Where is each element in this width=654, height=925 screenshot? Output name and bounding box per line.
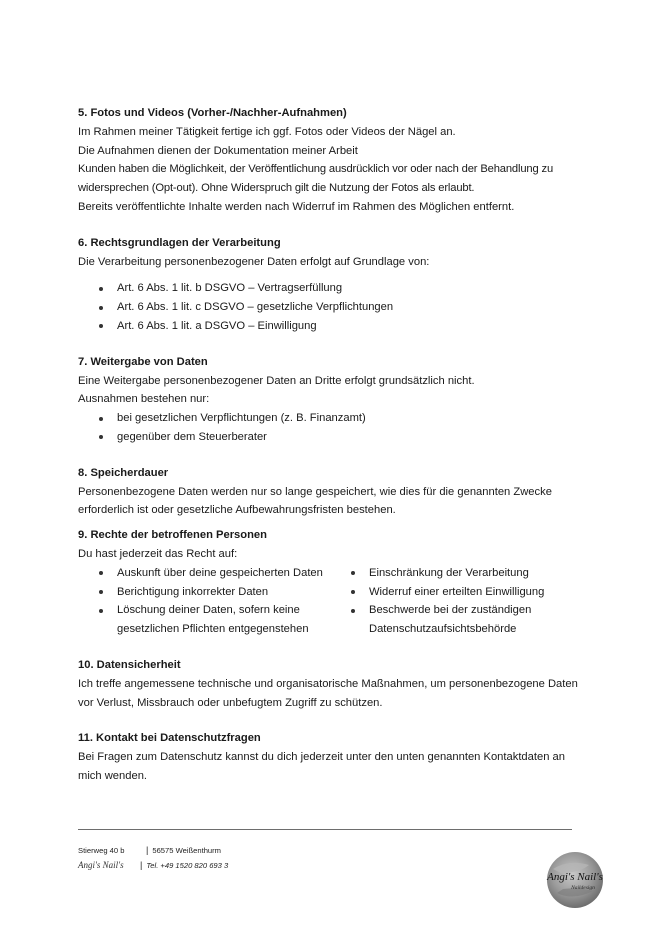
list-item: gegenüber dem Steuerberater: [99, 428, 583, 447]
paragraph: Die Aufnahmen dienen der Dokumentation meiner Arbeit: [78, 144, 358, 157]
list-item: Art. 6 Abs. 1 lit. c DSGVO – gesetzliche Verpflichtungen: [99, 298, 583, 317]
footer-divider: [78, 829, 572, 830]
section-heading: 5. Fotos und Videos (Vorher-/Nachher-Aufnahmen): [78, 107, 347, 119]
list-item: Beschwerde bei der zuständigen Datenschutzaufsichtsbehörde: [351, 601, 559, 639]
paragraph: Personenbezogene Daten werden nur so lange gespeichert, wie dies für die genannten Zwecke erforderlich ist oder gesetzliche Aufbewahrungsfristen bestehen.: [78, 485, 552, 517]
list-item: Einschränkung der Verarbeitung: [351, 564, 559, 583]
bullet-list: [78, 279, 583, 335]
footer-brand-signature: Angi's Nail's: [78, 860, 124, 870]
paragraph: Im Rahmen meiner Tätigkeit fertige ich ggf. Fotos oder Videos der Nägel an.: [78, 125, 456, 138]
paragraph: Bereits veröffentlichte Inhalte werden nach Widerruf im Rahmen des Möglichen entfernt.: [78, 200, 515, 213]
list-item: Art. 6 Abs. 1 lit. b DSGVO – Vertragserfüllung: [99, 279, 583, 298]
logo-emblem-icon: [539, 847, 611, 913]
paragraph: Ausnahmen bestehen nur:: [78, 393, 210, 406]
section-legal-basis: [78, 234, 583, 336]
paragraph: Ich treffe angemessene technische und organisatorische Maßnahmen, um personenbezogene Daten vor Verlust, Missbrauch oder unbefugtem Zugriff zu schützen.: [78, 677, 578, 709]
paragraph: Du hast jederzeit das Recht auf:: [78, 547, 238, 560]
rights-columns: [78, 564, 583, 639]
footer-separator: |: [140, 860, 143, 870]
footer-address-row: [78, 843, 228, 858]
section-heading: 11. Kontakt bei Datenschutzfragen: [78, 732, 261, 745]
footer-city: 56575 Weißenthurm: [152, 846, 222, 855]
section-heading: 10. Datensicherheit: [78, 658, 181, 671]
section-data-sharing: [78, 353, 583, 447]
list-item: Auskunft über deine gespeicherten Daten: [99, 564, 351, 583]
section-data-subject-rights: [78, 526, 583, 639]
paragraph: Die Verarbeitung personenbezogener Daten erfolgt auf Grundlage von:: [78, 255, 430, 268]
list-item: Art. 6 Abs. 1 lit. a DSGVO – Einwilligung: [99, 317, 583, 336]
list-item: Berichtigung inkorrekter Daten: [99, 583, 351, 602]
footer-contact-row: [78, 858, 228, 873]
section-data-security: [78, 656, 583, 712]
list-item: bei gesetzlichen Verpflichtungen (z. B. Finanzamt): [99, 409, 583, 428]
footer: [78, 843, 228, 873]
paragraph: Bei Fragen zum Datenschutz kannst du dich jederzeit unter den unten genannten Kontaktdaten an mich wenden.: [78, 751, 565, 782]
brand-logo: [539, 847, 611, 913]
list-item: Widerruf einer erteilten Einwilligung: [351, 583, 559, 602]
paragraph: Kunden haben die Möglichkeit, der Veröffentlichung ausdrücklich vor oder nach der Behandlung zu widersprechen (Opt-out). Ohne Widerspruch gilt die Nutzung der Fotos als erlaubt.: [78, 163, 554, 195]
section-photos-videos: [78, 104, 583, 217]
section-heading: 6. Rechtsgrundlagen der Verarbeitung: [78, 236, 281, 249]
section-privacy-contact: [78, 729, 583, 785]
section-heading: 7. Weitergabe von Daten: [78, 355, 208, 368]
paragraph: Eine Weitergabe personenbezogener Daten an Dritte erfolgt grundsätzlich nicht.: [78, 374, 475, 387]
section-storage-duration: [78, 464, 583, 520]
logo-subtitle: Naildesign: [571, 885, 595, 891]
bullet-list-right: [351, 564, 559, 639]
logo-title: Angi's Nail's: [547, 871, 603, 883]
footer-street: Stierweg 40 b: [78, 846, 125, 855]
footer-phone: Tel. +49 1520 820 693 3: [146, 861, 229, 870]
footer-separator: |: [146, 845, 149, 855]
document-content: [78, 104, 583, 803]
list-item: Löschung deiner Daten, sofern keine gesetzlichen Pflichten entgegenstehen: [99, 601, 317, 639]
bullet-list-left: [78, 564, 351, 639]
bullet-list: [78, 409, 583, 447]
section-heading: 9. Rechte der betroffenen Personen: [78, 529, 267, 542]
section-heading: 8. Speicherdauer: [78, 466, 169, 479]
